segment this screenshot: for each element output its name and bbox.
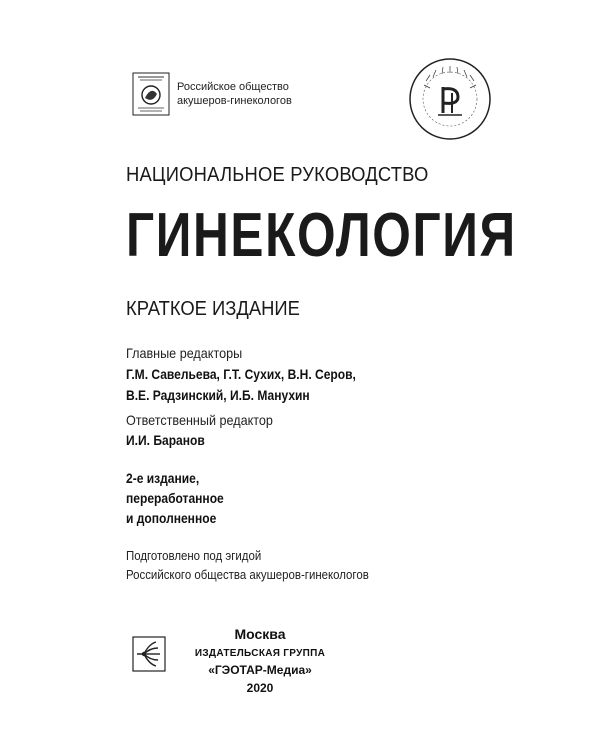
chief-editors-names-line1: Г.М. Савельева, Г.Т. Сухих, В.Н. Серов, bbox=[126, 366, 356, 382]
chief-editors-label: Главные редакторы bbox=[126, 345, 243, 361]
responsible-editor-name: И.И. Баранов bbox=[126, 432, 205, 448]
society-name bbox=[177, 80, 292, 108]
national-guide-seal-icon bbox=[408, 57, 492, 141]
edition-line1: 2-е издание, bbox=[126, 470, 200, 486]
responsible-editor-label: Ответственный редактор bbox=[126, 412, 273, 428]
society-emblem-icon bbox=[132, 72, 170, 116]
edition-type: КРАТКОЕ ИЗДАНИЕ bbox=[126, 298, 300, 320]
publisher-group: ИЗДАТЕЛЬСКАЯ ГРУППА bbox=[194, 648, 326, 659]
book-title: ГИНЕКОЛОГИЯ bbox=[126, 201, 517, 270]
publisher-city: Москва bbox=[234, 626, 286, 642]
prepared-line2: Российского общества акушеров-гинекологов bbox=[126, 567, 369, 582]
society-name-line2: акушеров-гинекологов bbox=[177, 95, 292, 107]
society-name-line1: Российское общество bbox=[177, 81, 289, 93]
chief-editors-names-line2: В.Е. Радзинский, И.Б. Манухин bbox=[126, 387, 310, 403]
series-title: НАЦИОНАЛЬНОЕ РУКОВОДСТВО bbox=[126, 164, 429, 186]
publication-year: 2020 bbox=[246, 681, 274, 695]
prepared-line1: Подготовлено под эгидой bbox=[126, 548, 262, 563]
edition-line3: и дополненное bbox=[126, 510, 217, 526]
publisher-name: «ГЭОТАР-Медиа» bbox=[208, 663, 312, 677]
edition-line2: переработанное bbox=[126, 490, 224, 506]
